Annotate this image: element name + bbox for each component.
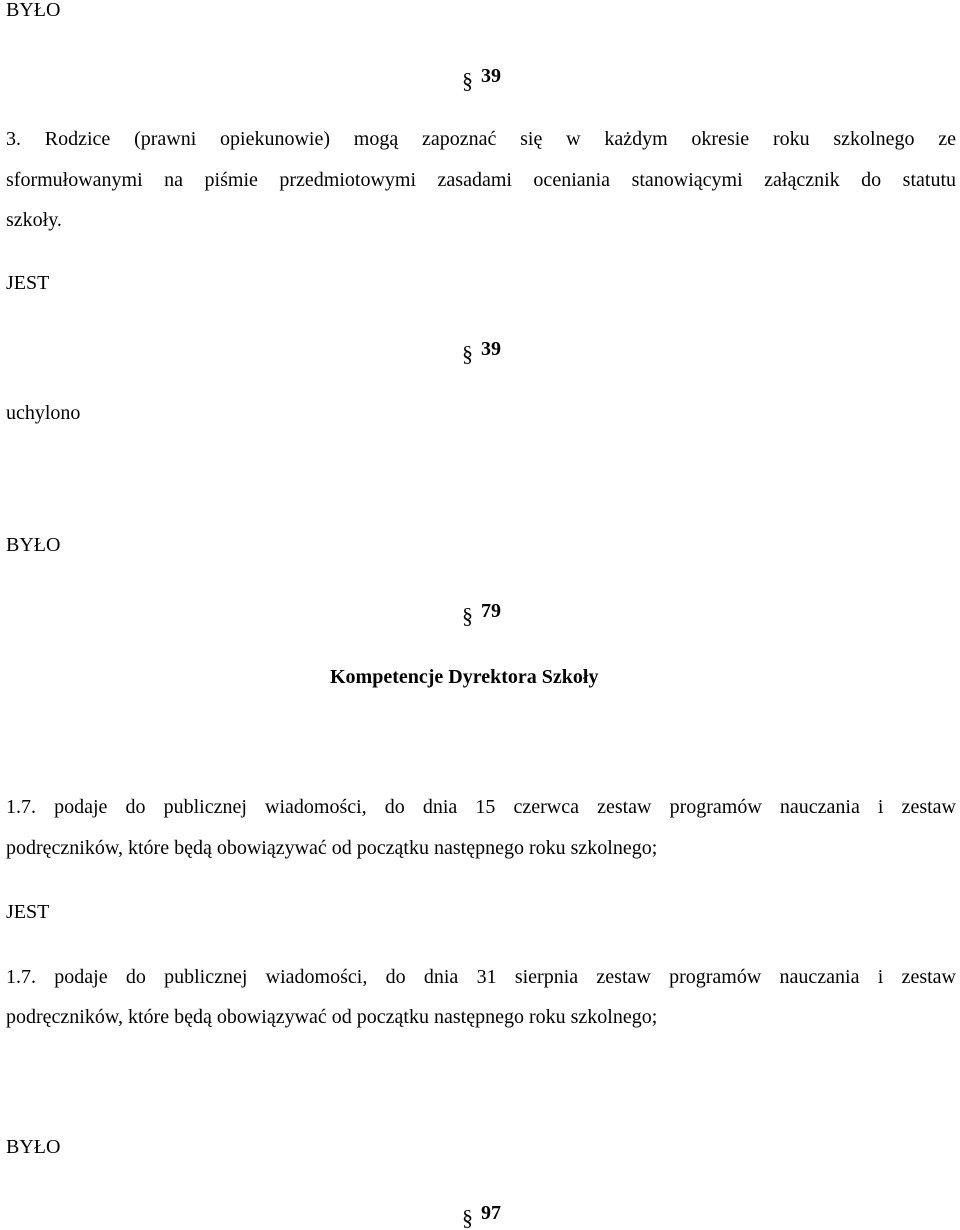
label-jest: JEST [6,901,50,923]
section-marker [462,1202,501,1230]
paragraph-line: sformułowanymi na piśmie przedmiotowymi zasadami oceniania stanowiącymi załącznik do statutu [6,169,956,191]
label-bylo: BYŁO [6,1136,61,1158]
label-bylo: BYŁO [6,534,61,556]
section-number: 97 [481,1202,501,1224]
paragraph-line: szkoły. [6,209,62,231]
section-marker [462,338,501,366]
paragraph-line: 3. Rodzice (prawni opiekunowie) mogą zapoznać się w każdym okresie roku szkolnego ze [6,128,956,150]
section-marker [462,65,501,93]
section-sign: § [462,341,473,366]
section-sign: § [462,1205,473,1230]
section-sign: § [462,603,473,628]
section-heading: Kompetencje Dyrektora Szkoły [330,666,599,688]
label-bylo: BYŁO [6,0,61,21]
label-jest: JEST [6,272,50,294]
repealed-note: uchylono [6,402,81,424]
section-sign: § [462,68,473,93]
paragraph-line: podręczników, które będą obowiązywać od początku następnego roku szkolnego; [6,1006,658,1028]
paragraph-line: 1.7. podaje do publicznej wiadomości, do dnia 15 czerwca zestaw programów nauczania i zestaw [6,796,956,818]
section-number: 39 [481,65,501,87]
section-number: 79 [481,600,501,622]
section-marker [462,600,501,628]
section-number: 39 [481,338,501,360]
paragraph-line: 1.7. podaje do publicznej wiadomości, do dnia 31 sierpnia zestaw programów nauczania i zestaw [6,966,956,988]
paragraph-line: podręczników, które będą obowiązywać od początku następnego roku szkolnego; [6,837,658,859]
